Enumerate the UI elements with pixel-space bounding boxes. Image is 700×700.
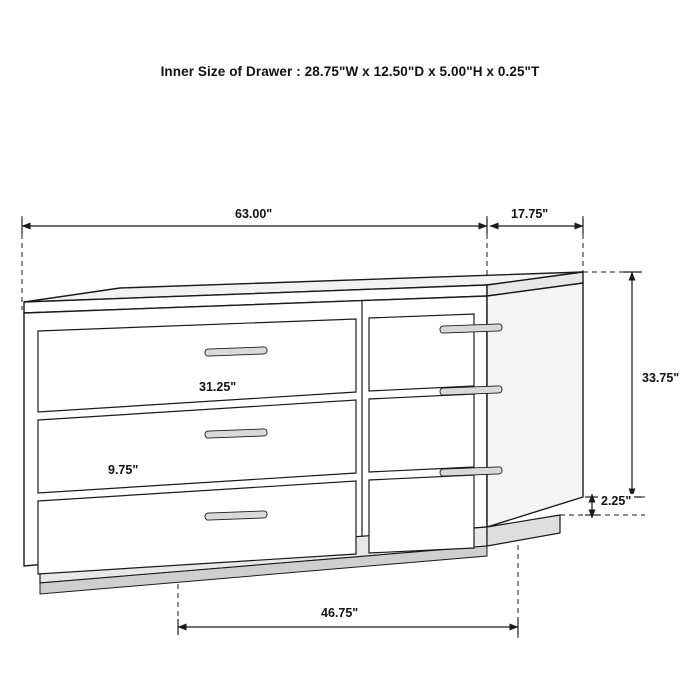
drawer-grid [38,301,502,574]
dimension-label-base-width: 46.75" [318,606,361,620]
cabinet-side [487,283,583,527]
dimension-label-depth: 17.75" [508,207,551,221]
dimension-label-drawer-width: 31.25" [196,380,239,394]
dimension-label-width: 63.00" [232,207,275,221]
dimension-label-height: 33.75" [639,371,682,385]
page-title: Inner Size of Drawer : 28.75"W x 12.50"D x 5.00"H x 0.25"T [160,64,540,79]
dimension-label-drawer-height: 9.75" [105,463,141,477]
dimension-label-plinth: 2.25" [598,494,634,508]
